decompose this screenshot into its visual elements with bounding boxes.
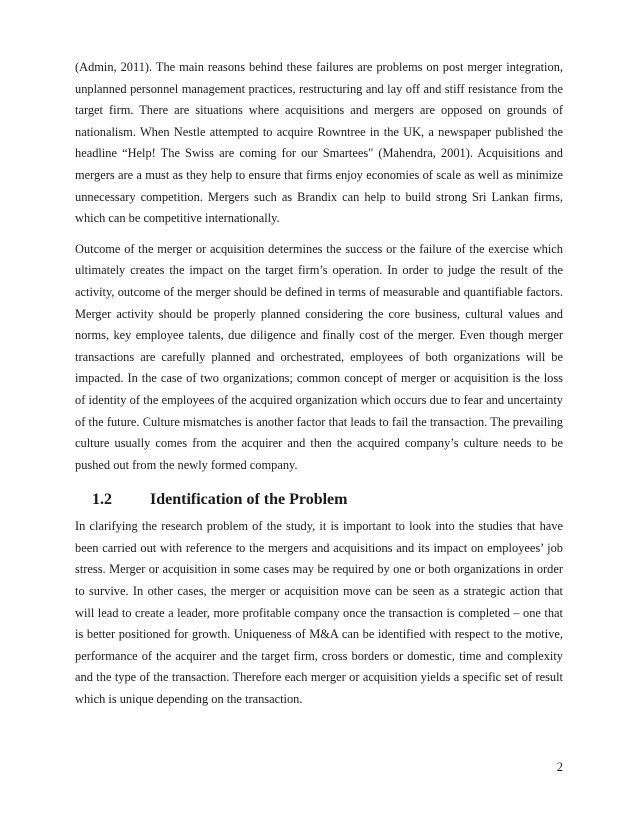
section-title: Identification of the Problem	[150, 491, 348, 509]
page-number: 2	[556, 760, 563, 774]
document-page	[75, 57, 563, 711]
paragraph-problem-identification: In clarifying the research problem of the study, it is important to look into the studies that have been carried out with reference to the mergers and acquisitions and its impact on employees’ job stress. Merger or acquisition in some cases may be required by one or both organizations in order to survive. In other cases, the merger or acquisition move can be seen as a strategic action that will lead to create a leader, more profitable company once the transaction is completed – one that is better positioned for growth. Uniqueness of M&A can be identified with respect to the motive, performance of the acquirer and the target firm, cross borders or domestic, time and complexity and the type of the transaction. Therefore each merger or acquisition yields a specific set of result which is unique depending on the transaction.	[75, 519, 563, 707]
section-heading	[75, 488, 563, 512]
section-number: 1.2	[92, 491, 112, 509]
paragraph-merger-outcome: Outcome of the merger or acquisition determines the success or the failure of the exercise which ultimately creates the impact on the target firm’s operation. In order to judge the result of the activity, outcome of the merger should be defined in terms of measurable and quantifiable factors. Merger activity should be properly planned considering the core business, cultural values and norms, key employee talents, due diligence and finally cost of the merger. Even though merger transactions are carefully planned and orchestrated, employees of both organizations will be impacted. In the case of two organizations; common concept of merger or acquisition is the loss of identity of the employees of the acquired organization which occurs due to fear and uncertainty of the future. Culture mismatches is another factor that leads to fail the transaction. The prevailing culture usually comes from the acquirer and then the acquired company’s culture needs to be pushed out from the newly formed company.	[75, 241, 563, 472]
paragraph-failures-and-nationalism: (Admin, 2011). The main reasons behind these failures are problems on post merger integration, unplanned personnel management practices, restructuring and lay off and stiff resistance from the target firm. There are situations where acquisitions and mergers are opposed on grounds of nationalism. When Nestle attempted to acquire Rowntree in the UK, a newspaper published the headline “Help! The Swiss are coming for our Smartees" (Mahendra, 2001). Acquisitions and mergers are a must as they help to ensure that firms enjoy economies of scale as well as minimize unnecessary competition. Mergers such as Brandix can help to build strong Sri Lankan firms, which can be competitive internationally.	[75, 60, 563, 226]
